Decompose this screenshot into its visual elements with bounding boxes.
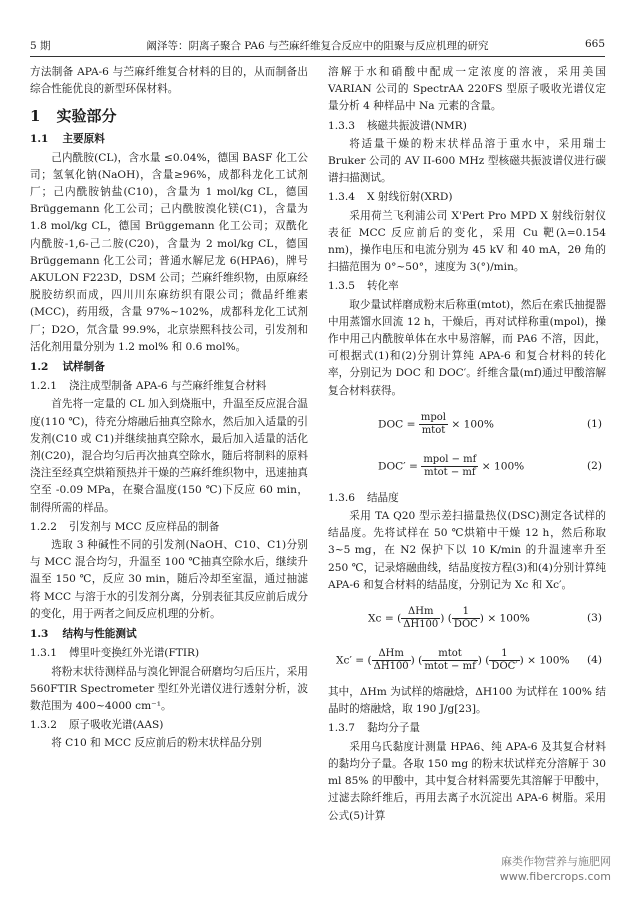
right-column — [328, 64, 606, 825]
running-title: 阚泽等：阴离子聚合 PA6 与苎麻纤维复合反应中的阻聚与反应机理的研究 — [146, 40, 489, 52]
section-1-3-6-heading: 1.3.6 结晶度 — [328, 491, 399, 504]
xrd-paragraph: 采用荷兰飞利浦公司 X'Pert Pro MPD X 射线衍射仪表征 MCC 反应前后的变化，采用 Cu 靶(λ=0.154 nm)，操作电压和电流分别为 45 kV 和 40 mA，2θ 角的扫描范围为 0°~50°，速度为 3(°)/min。 — [328, 209, 606, 274]
equation-1-tag: (1) — [586, 417, 602, 430]
section-1-3-7-heading: 1.3.7 黏均分子量 — [328, 722, 420, 735]
section-1-3-heading: 1.3 结构与性能测试 — [30, 628, 137, 641]
equation-4-tag: (4) — [586, 654, 602, 667]
equation-1: DOC = $\frac{\text{mpol}}{\text{mtot}}$ × 100% (1) — [378, 411, 602, 436]
crystallinity-paragraph: 采用 TA Q20 型示差扫描量热仪(DSC)测定各试样的结晶度。先将试样在 50 ℃烘箱中干燥 12 h，然后称取 3~5 mg，在 N2 保护下以 10 K/min 的升温速率升至 250 ℃，记录熔融曲线，结晶度按方程(3)和(4)分别计算纯 APA-6 和复合材料的结晶度，分别记为 Xc 和 Xc′。 — [328, 510, 606, 591]
enthalpy-paragraph: 其中，ΔHm 为试样的熔融焓，ΔH100 为试样在 100% 结晶时的熔融焓，取 190 J/g[23]。 — [328, 686, 606, 716]
section-1-3-2-heading: 1.3.2 原子吸收光谱(AAS) — [30, 719, 164, 732]
materials-paragraph: 己内酰胺(CL)，含水量 ≤0.04%，德国 BASF 化工公司；氢氧化钠(NaOH)，含量≥96%，成都科龙化工试剂厂；己内酰胺钠盐(C10)，含量为 1 mol/kg CL，德国 Brüggemann 化工公司；己内酰胺溴化镁(C1)，含量为 1.8 mol/kg CL，德国 Brüggemann 化工公司；双酰化内酰胺-1,6-己二胺(C20)，含量为 2 mol/kg CL，德国 Brüggemann 化工公司；普通水解尼龙 6(HPA6)，牌号 AKULON F223D，DSM 公司；苎麻纤维织物，由原麻经脱胶纺织而成，四川川东麻纺织有限公司；微晶纤维素(MCC)，药用级，含量 97%~102%，成都科龙化工试剂厂；D2O，氘含量 99.9%，北京崇熙科技公司，引发剂和活化剂用量分别为 1.2 mol% 和 0.6 mol%。 — [30, 151, 308, 353]
left-column — [30, 64, 308, 753]
casting-paragraph: 首先将一定量的 CL 加入到烧瓶中，升温至反应混合温度(110 ℃)，待充分熔融后抽真空除水，然后加入适量的引发剂(C10 或 C1)并继续抽真空除水，最后加入适量的活化剂(C20)，混合均匀后再次抽真空除水，随后将制料的原料浇注至经真空烘箱预热并干燥的苎麻纤维织物中，迅速抽真空至 -0.09 MPa，在聚合温度(150 ℃)下反应 60 min，制得所需的样品。 — [30, 398, 308, 514]
watermark: 麻类作物营养与施肥网 www.fibercrops.com — [499, 855, 611, 883]
ftir-paragraph: 将粉末状待测样品与溴化钾混合研磨均匀后压片，采用 560FTIR Spectrometer 型红外光谱仪进行透射分析，波数范围为 400~4000 cm⁻¹。 — [30, 665, 308, 712]
aas-paragraph: 将 C10 和 MCC 反应前后的粉末状样品分别 — [51, 737, 262, 750]
viscosity-paragraph: 采用乌氏黏度计测量 HPA6、纯 APA-6 及其复合材料的黏均分子量。各取 150 mg 的粉末状试样充分溶解于 30 ml 85% 的甲酸中，其中复合材料需要先其溶解于甲酸中，过滤去除纤维后，再用去离子水沉淀出 APA-6 树脂。采用公式(5)计算 — [328, 740, 606, 822]
section-1-3-3-heading: 1.3.3 核磁共振波谱(NMR) — [328, 119, 467, 132]
section-1-3-4-heading: 1.3.4 X 射线衍射(XRD) — [328, 191, 453, 204]
equation-3: Xc = ( $\frac{\text{ΔHm}}{\Delta H100}$ ) ( $\frac{1}{\text{DOC}}$ ) × 100% (3) — [368, 606, 602, 631]
issue-number: 5 期 — [30, 40, 51, 52]
initiator-mcc-paragraph: 选取 3 种碱性不同的引发剂(NaOH、C10、C1)分别与 MCC 混合均匀，升温至 100 ℃抽真空除水后，继续升温至 150 ℃，反应 30 min，随后冷却至室温，通过抽滤将 MCC 与溶于水的引发剂分离，分别表征其反应前后成分的变化，用于两者之间反应机理的分析。 — [30, 539, 308, 620]
conversion-paragraph: 取少量试样磨成粉末后称重(mtot)，然后在索氏抽提器中用蒸馏水回流 12 h，干燥后，再对试样称重(mpol)，操作中用己内酰胺单体在水中易溶解，而 PA6 不溶，因此，可根据式(1)和(2)分别计算纯 APA-6 和复合材料的转化率，分别记为 DOC 和 DOC′。纤维含量(mf)通过甲酸溶解复合材料获得。 — [328, 298, 606, 397]
nmr-paragraph: 将适量干燥的粉末状样品溶于重水中，采用瑞士 Bruker 公司的 AV II-600 MHz 型核磁共振波谱仪进行碳谱扫描测试。 — [328, 137, 606, 185]
section-1-1-heading: 1.1 主要原料 — [30, 133, 105, 146]
page-number: 665 — [584, 38, 605, 50]
aas-paragraph-continued: 溶解于水和硝酸中配成一定浓度的溶液，采用美国 VARIAN 公司的 SpectrAA 220FS 型原子吸收光谱仪定量分析 4 种样品中 Na 元素的含量。 — [328, 66, 606, 113]
equation-2: DOC′ = $\frac{\text{mpol − mf}}{\text{mtot − mf}}$ × 100% (2) — [378, 453, 602, 478]
section-1-2-1-heading: 1.2.1 浇注成型制备 APA-6 与苎麻纤维复合材料 — [30, 380, 267, 393]
section-1-3-5-heading: 1.3.5 转化率 — [328, 280, 399, 293]
intro-paragraph: 方法制备 APA-6 与苎麻纤维复合材料的目的，从而制备出综合性能优良的新型环保材料。 — [30, 66, 308, 96]
section-1-2-heading: 1.2 试样制备 — [30, 361, 105, 374]
running-header — [30, 38, 605, 54]
equation-4: Xc′ = ( $\frac{\text{ΔHm}}{\Delta H100}$ ) ( $\frac{\text{mtot}}{\text{mtot − mf}}$ ) ( $\frac{1}{\text{DOC′}}$ ) × 100% (4) — [336, 648, 602, 673]
section-1-2-2-heading: 1.2.2 引发剂与 MCC 反应样品的制备 — [30, 520, 220, 533]
equation-2-tag: (2) — [586, 459, 602, 472]
section-1-heading: 1 实验部分 — [30, 107, 117, 126]
header-rule — [30, 56, 605, 57]
section-1-3-1-heading: 1.3.1 傅里叶变换红外光谱(FTIR) — [30, 647, 200, 660]
equation-3-tag: (3) — [586, 612, 602, 625]
